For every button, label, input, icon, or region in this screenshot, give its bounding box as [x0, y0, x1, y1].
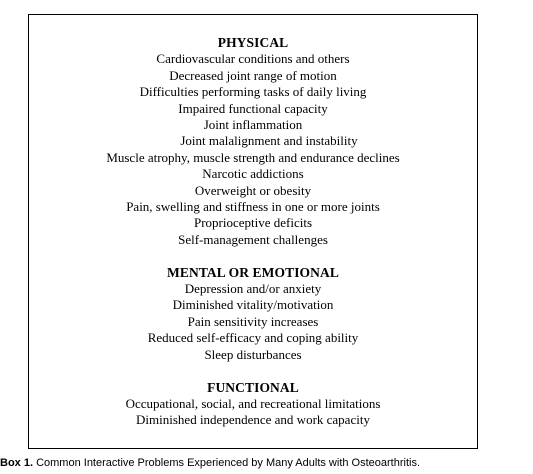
- section-physical: [29, 35, 477, 248]
- list-item: Difficulties performing tasks of daily living: [139, 84, 367, 100]
- list-item: Self-management challenges: [178, 231, 328, 247]
- caption-text: Common Interactive Problems Experienced by Many Adults with Osteoarthritis.: [36, 457, 421, 469]
- list-item: Depression and/or anxiety: [184, 281, 322, 297]
- list-item: Pain sensitivity increases: [187, 313, 319, 329]
- list-item: Joint inflammation: [203, 117, 303, 133]
- section-heading: PHYSICAL: [217, 35, 289, 50]
- list-item: Pain, swelling and stiffness in one or more joints: [126, 199, 380, 215]
- list-item: Diminished independence and work capacity: [136, 412, 370, 428]
- section-spacer: [29, 248, 477, 264]
- section-heading: FUNCTIONAL: [207, 379, 299, 395]
- section-heading: MENTAL OR EMOTIONAL: [167, 264, 339, 280]
- caption-label: Box 1.: [0, 457, 34, 469]
- list-item: Decreased joint range of motion: [169, 67, 337, 83]
- list-item: Sleep disturbances: [204, 346, 302, 362]
- section-mental-emotional: [29, 265, 477, 363]
- list-item: Impaired functional capacity: [178, 100, 328, 116]
- list-item: Narcotic addictions: [202, 166, 304, 182]
- problems-box-content: [29, 35, 477, 429]
- list-item: Overweight or obesity: [194, 182, 312, 198]
- problems-box: [28, 14, 478, 449]
- list-item: Joint malalignment and instability: [180, 133, 358, 149]
- list-item: Diminished vitality/motivation: [172, 297, 334, 313]
- list-item: Proprioceptive deficits: [193, 215, 313, 231]
- section-functional: [29, 380, 477, 429]
- section-spacer: [29, 363, 477, 379]
- list-item: Cardiovascular conditions and others: [156, 51, 350, 67]
- list-item: Reduced self-efficacy and coping ability: [147, 330, 359, 346]
- list-item: Occupational, social, and recreational limitations: [125, 395, 381, 411]
- list-item: Muscle atrophy, muscle strength and endurance declines: [106, 149, 400, 165]
- box-caption: [0, 457, 420, 470]
